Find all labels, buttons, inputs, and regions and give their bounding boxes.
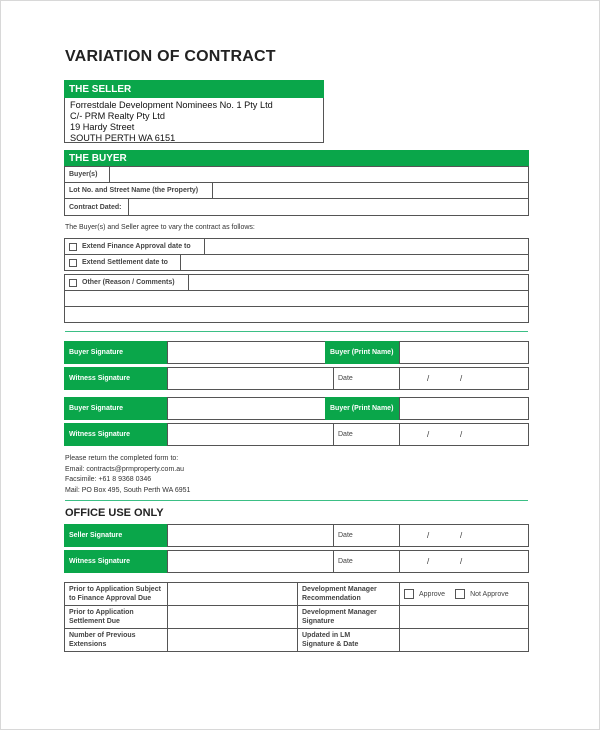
extend-settlement-input[interactable] [180, 254, 529, 271]
seller-line: SOUTH PERTH WA 6151 [70, 133, 176, 143]
updated-lm-input[interactable] [399, 628, 529, 652]
extend-finance-label: Extend Finance Approval date to [82, 243, 191, 250]
date-separator: / [427, 430, 430, 439]
not-approve-label: Not Approve [470, 590, 509, 598]
contract-dated-input[interactable] [128, 198, 529, 216]
not-approve-checkbox[interactable] [455, 589, 465, 599]
extend-finance-checkbox[interactable] [69, 243, 77, 251]
extend-settlement-checkbox[interactable] [69, 259, 77, 267]
return-mail: Mail: PO Box 495, South Perth WA 6951 [65, 486, 191, 494]
buyer-print-name-label: Buyer (Print Name) [325, 397, 400, 420]
date-input[interactable] [399, 367, 529, 390]
dm-signature-line: Development Manager [302, 609, 377, 616]
seller-line: Forrestdale Development Nominees No. 1 Pty Ltd [70, 100, 273, 110]
office-use-heading: OFFICE USE ONLY [65, 507, 164, 519]
dm-signature-label [297, 605, 400, 629]
dm-recommendation-line: Recommendation [302, 595, 361, 602]
date-separator: / [460, 531, 463, 540]
date-label: Date [333, 367, 400, 390]
buyer-signature-input[interactable] [167, 341, 334, 364]
extend-finance-input[interactable] [204, 238, 529, 255]
date-separator: / [460, 557, 463, 566]
office-date-label: Date [333, 524, 400, 547]
date-separator: / [427, 557, 430, 566]
prior-settlement-label [64, 605, 168, 629]
witness-signature-input[interactable] [167, 423, 334, 446]
other-label: Other (Reason / Comments) [82, 279, 175, 286]
seller-line: C/- PRM Realty Pty Ltd [70, 111, 165, 121]
date-separator: / [460, 430, 463, 439]
return-info [65, 454, 190, 496]
buyer-print-name-input[interactable] [399, 341, 529, 364]
other-checkbox[interactable] [69, 279, 77, 287]
date-separator: / [427, 531, 430, 540]
previous-extensions-input[interactable] [167, 628, 298, 652]
return-email: Email: contracts@prmproperty.com.au [65, 465, 185, 473]
approve-checkbox[interactable] [404, 589, 414, 599]
prior-finance-line: to Finance Approval Due [69, 595, 152, 602]
approval-options [399, 582, 529, 606]
return-heading: Please return the completed form to: [65, 455, 179, 462]
page-title: VARIATION OF CONTRACT [65, 48, 276, 65]
previous-extensions-line: Number of Previous [69, 632, 136, 639]
dm-signature-line: Signature [302, 618, 335, 625]
witness-signature-label: Witness Signature [64, 367, 168, 390]
extend-settlement-label: Extend Settlement date to [82, 259, 168, 266]
property-label: Lot No. and Street Name (the Property) [64, 182, 213, 199]
buyer-heading: THE BUYER [64, 150, 529, 167]
other-option[interactable] [64, 274, 189, 291]
contract-dated-label: Contract Dated: [64, 198, 129, 216]
buyer-signature-label: Buyer Signature [64, 341, 168, 364]
buyer-signature-input[interactable] [167, 397, 334, 420]
buyer-names-input[interactable] [109, 166, 529, 183]
office-witness-signature-input[interactable] [167, 550, 334, 573]
dm-signature-input[interactable] [399, 605, 529, 629]
prior-settlement-line: Prior to Application [69, 609, 134, 616]
return-facsimile: Facsimile: +61 8 9368 0346 [65, 476, 152, 483]
approve-label: Approve [419, 590, 446, 598]
witness-signature-label: Witness Signature [64, 423, 168, 446]
dm-recommendation-line: Development Manager [302, 586, 377, 593]
date-label: Date [333, 423, 400, 446]
dm-recommendation-label [297, 582, 400, 606]
prior-finance-line: Prior to Application Subject [69, 586, 161, 593]
comments-input-2[interactable] [64, 306, 529, 323]
section-divider [65, 331, 528, 332]
office-date-input[interactable] [399, 550, 529, 573]
prior-settlement-line: Settlement Due [69, 618, 120, 625]
extend-settlement-option[interactable] [64, 254, 181, 271]
prior-settlement-input[interactable] [167, 605, 298, 629]
seller-line: 19 Hardy Street [70, 122, 135, 132]
prior-finance-label [64, 582, 168, 606]
prior-finance-input[interactable] [167, 582, 298, 606]
office-witness-signature-label: Witness Signature [64, 550, 168, 573]
witness-signature-input[interactable] [167, 367, 334, 390]
buyer-print-name-label: Buyer (Print Name) [325, 341, 400, 364]
property-input[interactable] [212, 182, 529, 199]
comments-input-1[interactable] [64, 290, 529, 307]
updated-lm-line: Signature & Date [302, 641, 359, 648]
buyer-print-name-input[interactable] [399, 397, 529, 420]
buyer-signature-label: Buyer Signature [64, 397, 168, 420]
updated-lm-label [297, 628, 400, 652]
previous-extensions-line: Extensions [69, 641, 107, 648]
extend-finance-option[interactable] [64, 238, 205, 255]
buyer-names-label: Buyer(s) [64, 166, 110, 183]
section-divider [65, 500, 528, 501]
previous-extensions-label [64, 628, 168, 652]
updated-lm-line: Updated in LM [302, 632, 351, 639]
date-input[interactable] [399, 423, 529, 446]
office-date-label: Date [333, 550, 400, 573]
seller-signature-label: Seller Signature [64, 524, 168, 547]
seller-signature-input[interactable] [167, 524, 334, 547]
date-separator: / [427, 374, 430, 383]
office-date-input[interactable] [399, 524, 529, 547]
seller-details [70, 100, 273, 144]
agreement-intro: The Buyer(s) and Seller agree to vary the contract as follows: [65, 224, 255, 231]
seller-heading: THE SELLER [64, 80, 324, 98]
other-input[interactable] [188, 274, 529, 291]
date-separator: / [460, 374, 463, 383]
